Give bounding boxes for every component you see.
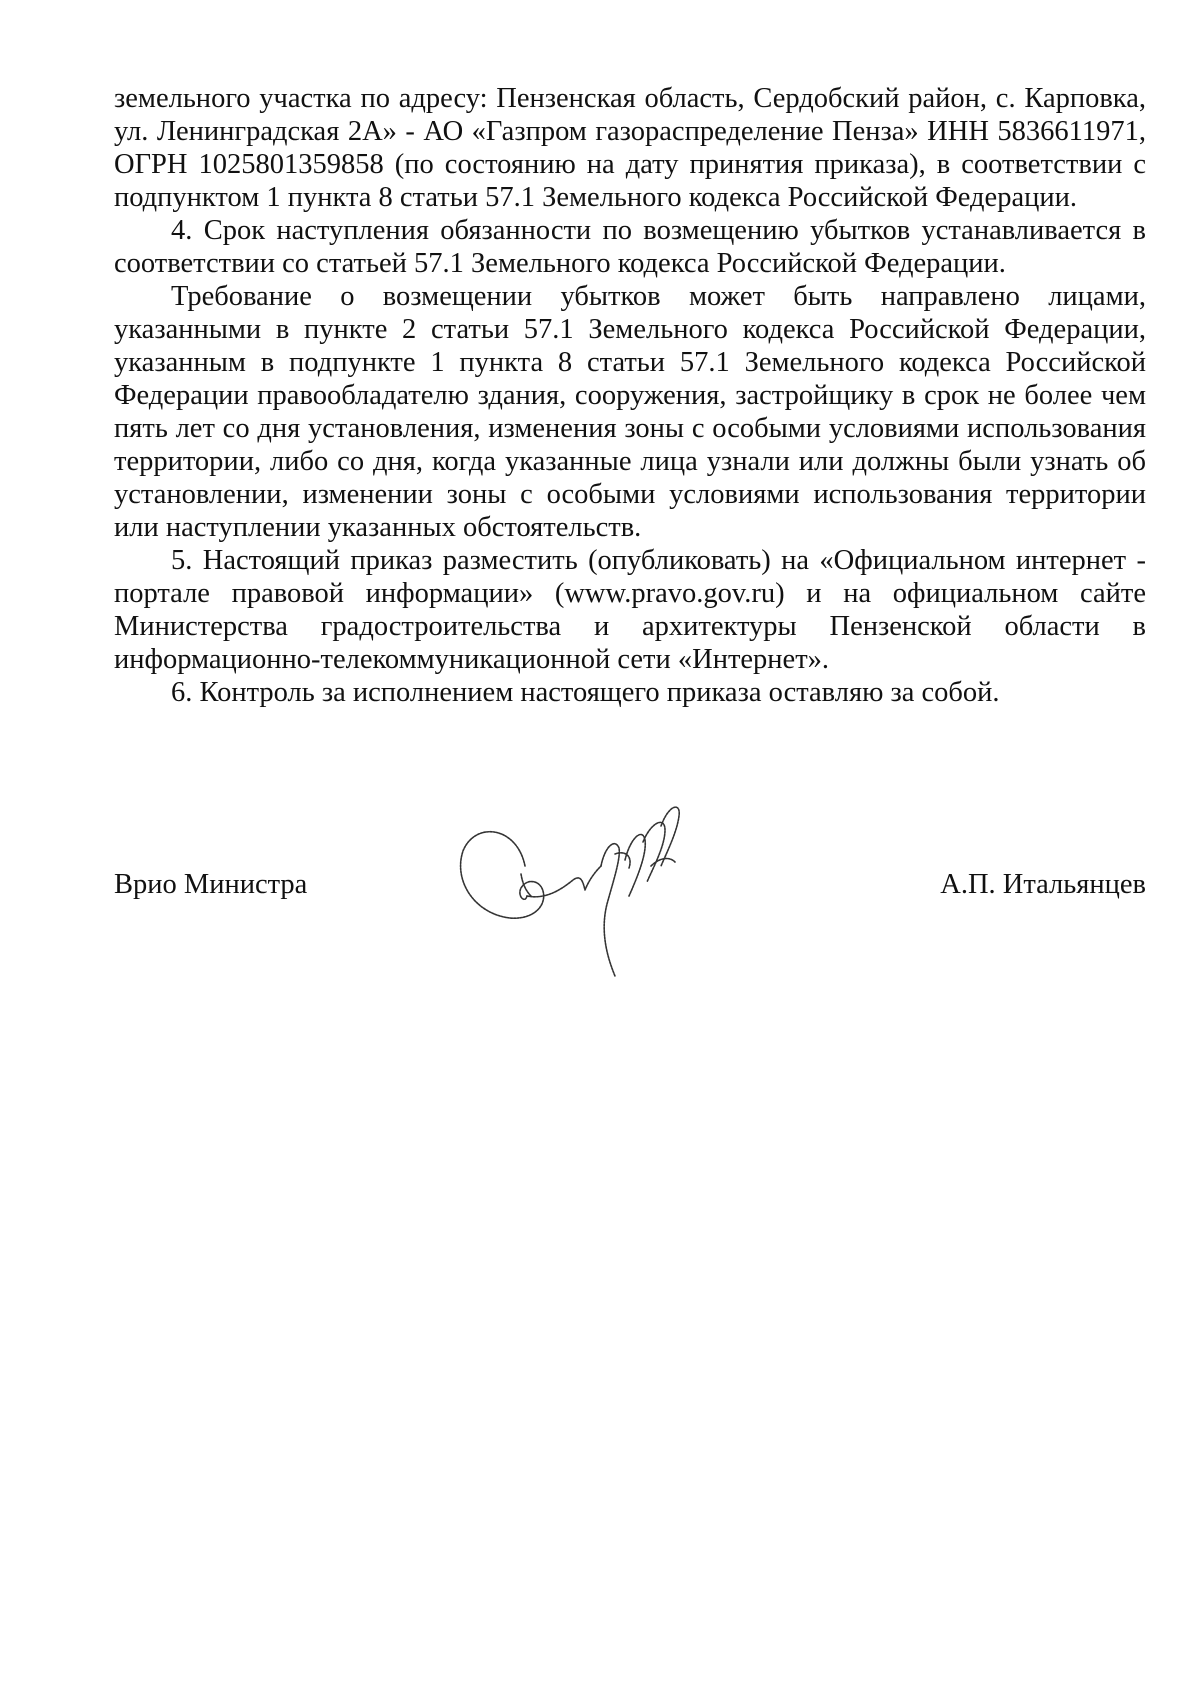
paragraph-address-continuation: земельного участка по адресу: Пензенская область, Сердобский район, с. Карповка, ул. Ленинградская 2А» - АО «Газпром газораспределение Пенза» ИНН 5836611971, ОГРН 1025801359858 (по состоянию на дату принятия приказа), в соответствии с подпунктом 1 пункта 8 статьи 57.1 Земельного кодекса Российской Федерации. xyxy=(114,83,1146,213)
signatory-name: А.П. Итальянцев xyxy=(940,869,1146,900)
signatory-title: Врио Министра xyxy=(114,869,308,900)
handwritten-signature-icon xyxy=(455,796,715,982)
paragraph-item-5: 5. Настоящий приказ разместить (опубликовать) на «Официальном интернет - портале правовой информации» (www.pravo.gov.ru) и на официальном сайте Министерства градостроительства и архитектуры Пензенской области в информационно-телекоммуникационной сети «Интернет». xyxy=(114,545,1146,675)
paragraph-item-4: 4. Срок наступления обязанности по возмещению убытков устанавливается в соответствии со статьей 57.1 Земельного кодекса Российской Федерации. xyxy=(114,215,1146,279)
paragraph-item-6: 6. Контроль за исполнением настоящего приказа оставляю за собой. xyxy=(171,677,1000,708)
document-body xyxy=(114,82,1146,709)
paragraph-compensation-claim: Требование о возмещении убытков может быть направлено лицами, указанными в пункте 2 статьи 57.1 Земельного кодекса Российской Федерации, указанным в подпункте 1 пункта 8 статьи 57.1 Земельного кодекса Российской Федерации правообладателю здания, сооружения, застройщику в срок не более чем пять лет со дня установления, изменения зоны с особыми условиями использования территории, либо со дня, когда указанные лица узнали или должны были узнать об установлении, изменении зоны с особыми условиями использования территории или наступлении указанных обстоятельств. xyxy=(114,281,1146,543)
